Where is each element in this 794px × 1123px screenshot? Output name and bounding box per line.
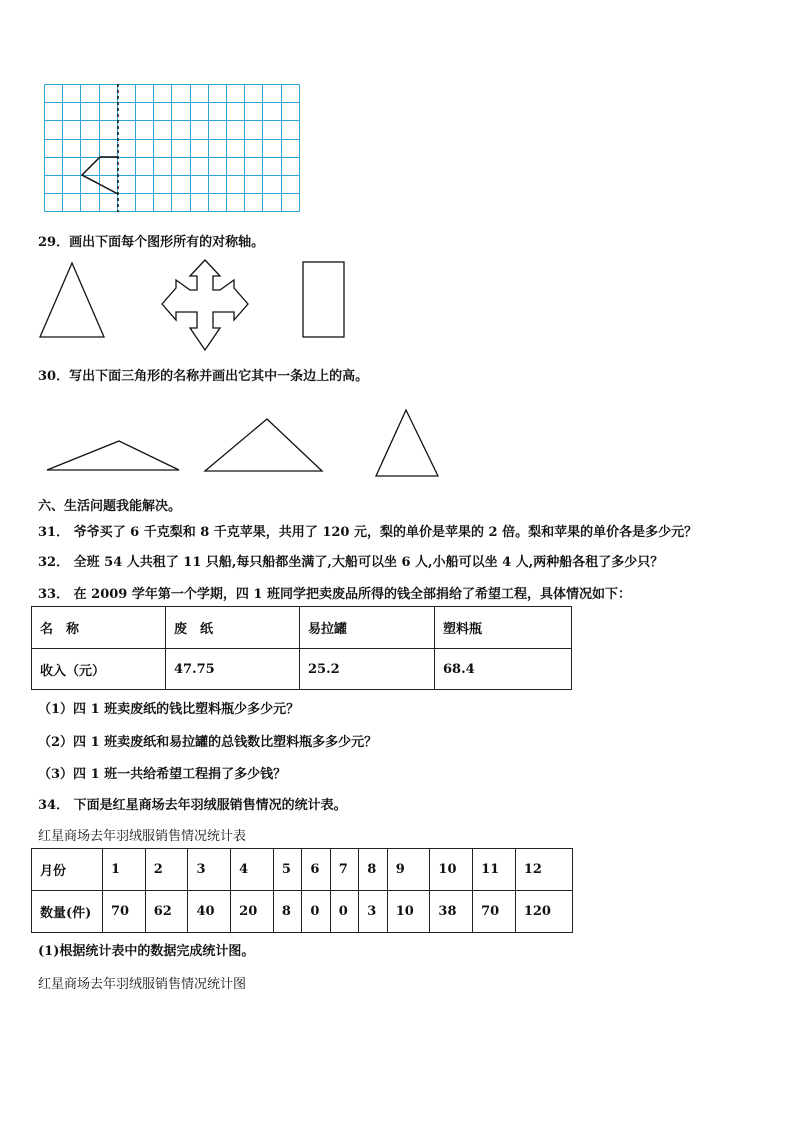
- table-cell: 收入（元）: [32, 649, 166, 690]
- table-cell: 月份: [32, 849, 103, 891]
- table-cell: 3: [188, 849, 231, 891]
- table-cell: 11: [473, 849, 516, 891]
- table-cell: 40: [188, 891, 231, 933]
- table-cell: 12: [515, 849, 572, 891]
- table-cell: 0: [302, 891, 330, 933]
- q34-chart-caption: 红星商场去年羽绒服销售情况统计图: [38, 977, 247, 992]
- table-row: [32, 607, 572, 649]
- table-cell: 47.75: [166, 649, 300, 690]
- table-cell: 4: [231, 849, 274, 891]
- triangle-shape: [38, 260, 108, 340]
- table-cell: 68.4: [435, 649, 572, 690]
- table-cell: 废 纸: [166, 607, 300, 649]
- table-cell: 0: [330, 891, 358, 933]
- q33-sub-3: （3）四 1 班一共给希望工程捐了多少钱？: [38, 767, 287, 782]
- question-32: 32． 全班 54 人共租了 11 只船,每只船都坐满了,大船可以坐 6 人,小船可以坐 4 人,两种船各租了多少只？: [38, 555, 664, 570]
- table-cell: 70: [103, 891, 146, 933]
- q34-table-caption: 红星商场去年羽绒服销售情况统计表: [38, 829, 247, 844]
- table-row: [32, 891, 573, 933]
- table-cell: 2: [145, 849, 188, 891]
- table-cell: 名 称: [32, 607, 166, 649]
- symmetry-grid-figure: [44, 84, 300, 214]
- question-33: 33． 在 2009 学年第一个学期，四 1 班同学把卖废品所得的钱全部捐给了希望工程，具体情况如下：: [38, 587, 631, 602]
- q34-sub-1: (1)根据统计表中的数据完成统计图。: [38, 944, 255, 959]
- table-cell: 120: [515, 891, 572, 933]
- right-triangle: [202, 416, 326, 474]
- section-6-title: 六、生活问题我能解决。: [38, 499, 182, 514]
- table-cell: 7: [330, 849, 358, 891]
- table-cell: 8: [273, 891, 301, 933]
- table-cell: 易拉罐: [300, 607, 435, 649]
- table-row: [32, 649, 572, 690]
- question-34: 34． 下面是红星商场去年羽绒服销售情况的统计表。: [38, 798, 347, 813]
- table-cell: 70: [473, 891, 516, 933]
- table-cell: 1: [103, 849, 146, 891]
- table-cell: 8: [359, 849, 387, 891]
- table-cell: 9: [387, 849, 430, 891]
- table-cell: 6: [302, 849, 330, 891]
- q33-sub-2: （2）四 1 班卖废纸和易拉罐的总钱数比塑料瓶多多少元？: [38, 735, 378, 750]
- table-cell: 38: [430, 891, 473, 933]
- q33-income-table: [31, 606, 572, 690]
- table-cell: 20: [231, 891, 274, 933]
- table-cell: 塑料瓶: [435, 607, 572, 649]
- question-29: 29．画出下面每个图形所有的对称轴。: [38, 235, 265, 250]
- q33-sub-1: （1）四 1 班卖废纸的钱比塑料瓶少多少元？: [38, 702, 300, 717]
- question-30: 30．写出下面三角形的名称并画出它其中一条边上的高。: [38, 369, 369, 384]
- q34-sales-table: [31, 848, 573, 933]
- table-row: [32, 849, 573, 891]
- table-cell: 5: [273, 849, 301, 891]
- obtuse-triangle: [44, 438, 184, 474]
- table-cell: 3: [359, 891, 387, 933]
- table-cell: 10: [430, 849, 473, 891]
- question-31: 31． 爷爷买了 6 千克梨和 8 千克苹果，共用了 120 元，梨的单价是苹果的 2 倍。梨和苹果的单价各是多少元？: [38, 525, 698, 540]
- table-cell: 62: [145, 891, 188, 933]
- table-cell: 数量(件): [32, 891, 103, 933]
- rectangle-shape: [300, 260, 348, 340]
- table-cell: 25.2: [300, 649, 435, 690]
- table-cell: 10: [387, 891, 430, 933]
- acute-triangle: [374, 408, 442, 480]
- four-arrow-shape: [160, 258, 250, 353]
